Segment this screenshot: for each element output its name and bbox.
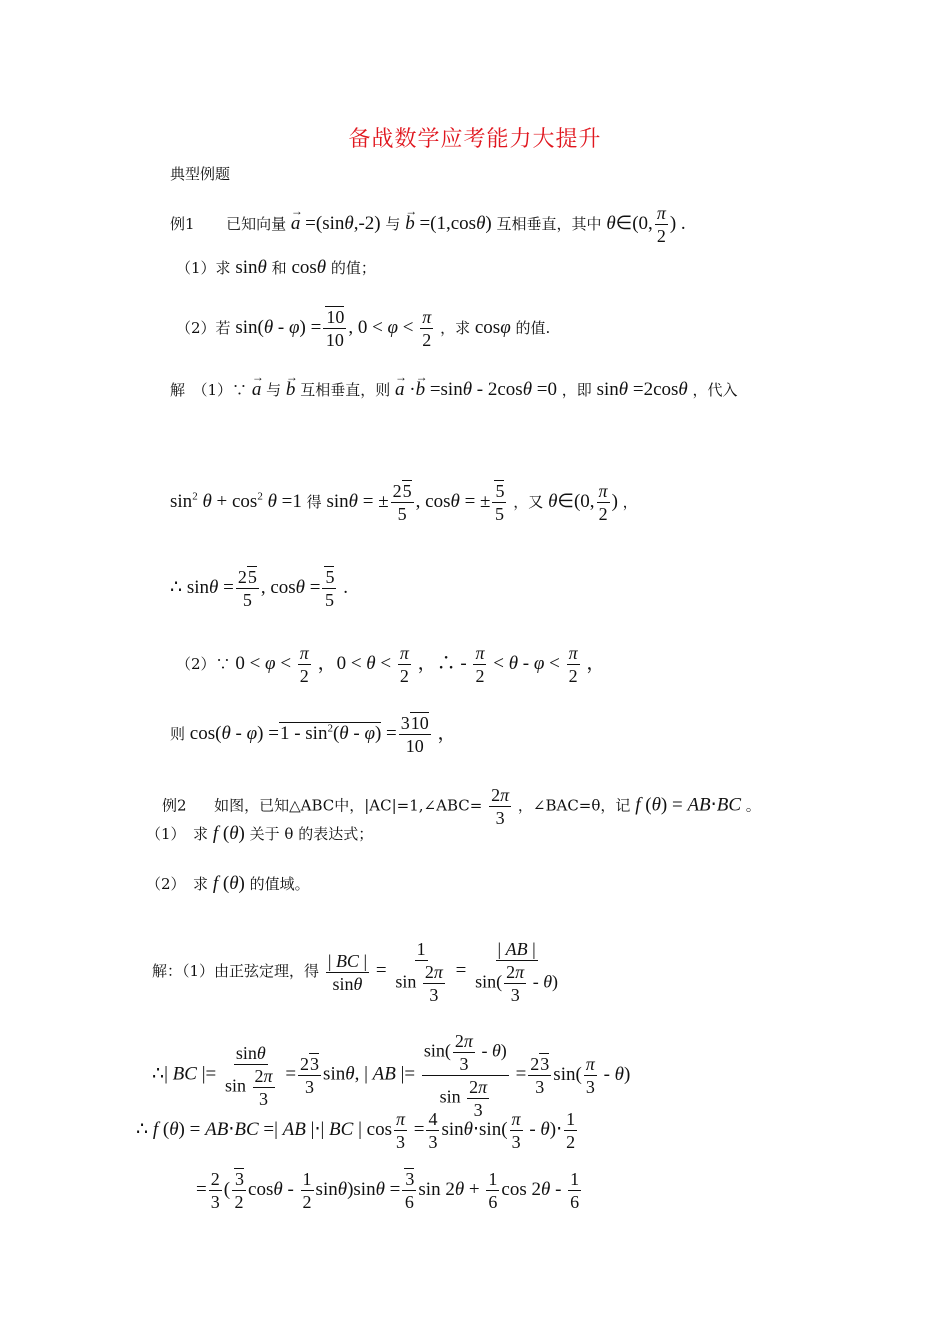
example-2-question-1: （1） 求 f (θ) 关于 θ 的表达式； — [146, 823, 374, 844]
example-2-solution-line-1: 解：（1）由正弦定理，得 $\frac{| BC |}{\sin\theta}$ = 1 sin $\frac{2\pi}{3}$ = | AB | sin( $\frac{2\pi}{3}$ - θ) — [152, 939, 559, 1005]
example-1-solution-part-2: （2）∵ 0 < φ < $\frac{\pi}{2}$ ，0 < θ < $\frac{\pi}{2}$ ，∴ - $\frac{\pi}{2}$ < θ - φ < $\frac{\pi}{2}$ ， — [176, 643, 606, 686]
example-2-solution-line-4: = $\frac{2}{3}$ ( $\frac{3}{2}$ cosθ - $\frac{1}{2}$ sinθ)sinθ = $\frac{3}{6}$ sin 2θ + $\frac{1}{6}$ cos 2θ - $\frac{1}{6}$ — [196, 1169, 580, 1212]
example-1-label: 例1 — [170, 214, 195, 233]
example-1-solution-part-3: 则 $\cos(\theta - \varphi) =1 - \sin^2(\theta - \varphi)$ = $\frac{310}{10}$ ， — [170, 713, 457, 756]
example-2-solution-line-3: ∴ f (θ) = AB⋅BC =| AB |⋅| BC | cos $\frac{\pi}{3}$ = $\frac{4}{3}$ sinθ⋅sin( $\frac{\pi}{3}$ - θ)⋅ $\frac{1}{2}$ — [136, 1109, 576, 1152]
example-1-question-2: （2）若 sin(θ - φ) = $\frac{10}{10}$ , 0 < φ < $\frac{\pi}{2}$ ，求 cosφ 的值. — [176, 307, 551, 350]
section-heading: 典型例题 — [170, 165, 231, 183]
example-1-question-1: （1）求 sinθ 和 cosθ 的值； — [176, 257, 376, 278]
example-1-solution-line-3: ∴ sinθ = $\frac{25}{5}$ , cosθ = $\frac{5}{5}$ . — [170, 567, 348, 610]
page-title: 备战数学应考能力大提升 — [348, 127, 602, 152]
example-2-statement: 例2 如图，已知△ABC中，|AC|=1,∠ABC= $\frac{2\pi}{3}$ ，∠BAC=θ，记 f (θ) = AB⋅BC 。 — [162, 785, 761, 828]
example-2-solution-line-2: ∴| BC |= sinθ sin $\frac{2\pi}{3}$ = $\frac{23}{3}$ sinθ, | AB |= sin( $\frac{2\pi}{3}$ - θ) sin $\frac{2\pi}{3}$ = $\frac{23}{3}$ sin( $\frac{\pi}{3}$ - θ) — [152, 1031, 631, 1120]
example-2-label: 例2 — [162, 796, 187, 815]
example-1-solution-line-2: $\sin^2 \theta + \cos^2 \theta =1$ 得 sinθ = ± $\frac{25}{5}$ , cosθ = ± $\frac{5}{5}$ ，又 θ∈(0, $\frac{\pi}{2}$ ) ， — [170, 481, 638, 524]
example-1-solution-line-1: 解 （1）∵ → a 与 → b 互相垂直，则 → a ·→ b =sinθ - 2cosθ =0 ，即 sinθ =2cosθ ，代入 — [170, 380, 738, 400]
example-2-question-2: （2） 求 f (θ) 的值域。 — [146, 873, 310, 894]
example-1-statement: 例1 已知向量 → a =(sinθ,-2) 与 → b =(1,cosθ) 互相垂直，其中 θ∈(0, $\frac{\pi}{2}$ ) . — [170, 202, 686, 247]
